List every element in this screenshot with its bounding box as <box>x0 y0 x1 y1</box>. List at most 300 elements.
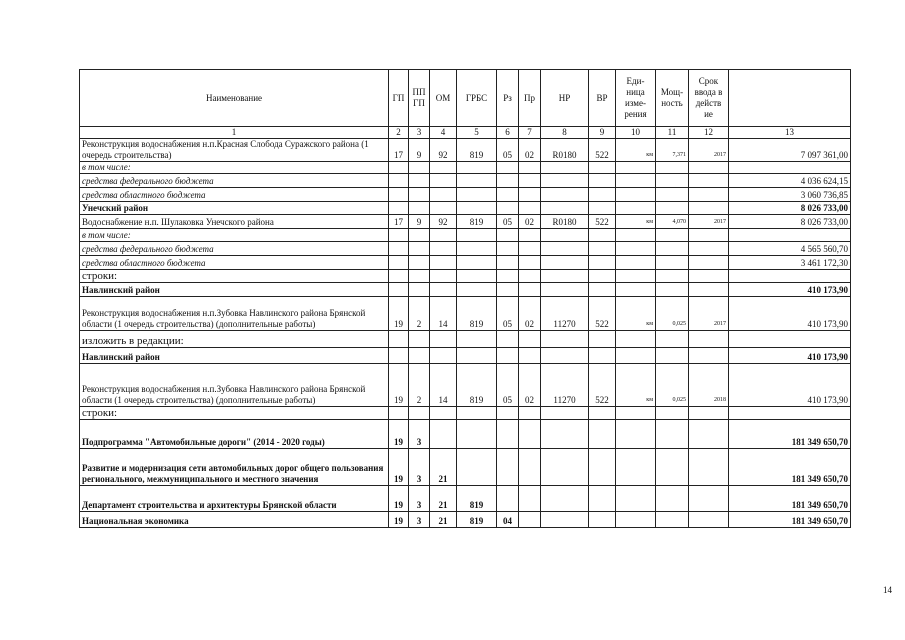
row-unit <box>616 202 656 215</box>
row-om <box>430 407 457 420</box>
table-row <box>80 215 851 229</box>
row-unit: км <box>616 215 656 229</box>
table-row <box>80 202 851 215</box>
row-nr <box>541 283 589 297</box>
row-ppgp <box>409 229 430 242</box>
row-pr <box>519 202 541 215</box>
row-gp: 17 <box>389 215 409 229</box>
row-ppgp: 2 <box>409 364 430 407</box>
row-capacity <box>656 512 689 528</box>
row-nr <box>541 331 589 348</box>
column-number-row <box>80 127 851 139</box>
row-om: 21 <box>430 512 457 528</box>
row-vr <box>589 270 616 283</box>
row-name: Навлинский район <box>80 348 389 364</box>
table-header-row <box>80 70 851 127</box>
row-vr <box>589 202 616 215</box>
row-vr <box>589 512 616 528</box>
row-grbs: 819 <box>457 512 497 528</box>
row-gp <box>389 202 409 215</box>
row-vr <box>589 283 616 297</box>
column-number: 6 <box>497 127 519 139</box>
row-name: Национальная экономика <box>80 512 389 528</box>
row-pr <box>519 270 541 283</box>
row-rz <box>497 283 519 297</box>
row-rz: 05 <box>497 139 519 162</box>
row-gp: 19 <box>389 364 409 407</box>
column-number: 5 <box>457 127 497 139</box>
row-deadline: 2018 <box>689 364 729 407</box>
row-pr <box>519 331 541 348</box>
table-row <box>80 270 851 283</box>
row-amount: 410 173,90 <box>729 283 851 297</box>
row-ppgp <box>409 270 430 283</box>
row-ppgp: 9 <box>409 139 430 162</box>
row-deadline <box>689 188 729 202</box>
header-deadline: Срок ввода в действ ие <box>689 70 729 127</box>
row-gp <box>389 174 409 188</box>
row-pr <box>519 348 541 364</box>
column-number: 11 <box>656 127 689 139</box>
row-capacity <box>656 174 689 188</box>
row-grbs: 819 <box>457 139 497 162</box>
row-ppgp <box>409 283 430 297</box>
row-pr <box>519 449 541 486</box>
row-unit <box>616 348 656 364</box>
row-grbs <box>457 407 497 420</box>
table-row <box>80 188 851 202</box>
row-rz: 05 <box>497 364 519 407</box>
row-vr <box>589 486 616 512</box>
row-rz: 04 <box>497 512 519 528</box>
row-deadline <box>689 449 729 486</box>
row-gp: 19 <box>389 449 409 486</box>
row-rz <box>497 162 519 174</box>
row-gp <box>389 283 409 297</box>
row-unit <box>616 486 656 512</box>
row-om <box>430 174 457 188</box>
row-nr <box>541 348 589 364</box>
row-amount: 181 349 650,70 <box>729 512 851 528</box>
row-vr <box>589 449 616 486</box>
row-amount: 181 349 650,70 <box>729 420 851 449</box>
row-capacity <box>656 270 689 283</box>
row-capacity <box>656 348 689 364</box>
row-name: изложить в редакции: <box>80 331 389 348</box>
row-gp: 19 <box>389 512 409 528</box>
header-om: ОМ <box>430 70 457 127</box>
header-nr: НР <box>541 70 589 127</box>
row-name: Унечский район <box>80 202 389 215</box>
row-vr <box>589 188 616 202</box>
row-amount: 8 026 733,00 <box>729 202 851 215</box>
row-rz: 05 <box>497 215 519 229</box>
row-unit <box>616 162 656 174</box>
row-deadline <box>689 242 729 256</box>
row-pr: 02 <box>519 364 541 407</box>
row-unit <box>616 420 656 449</box>
row-deadline <box>689 202 729 215</box>
row-ppgp <box>409 348 430 364</box>
row-nr <box>541 486 589 512</box>
table-row <box>80 512 851 528</box>
row-gp <box>389 348 409 364</box>
row-vr: 522 <box>589 215 616 229</box>
row-pr <box>519 188 541 202</box>
row-grbs <box>457 229 497 242</box>
header-grbs: ГРБС <box>457 70 497 127</box>
row-deadline <box>689 420 729 449</box>
table-row <box>80 139 851 162</box>
row-name: средства федерального бюджета <box>80 174 389 188</box>
row-rz <box>497 242 519 256</box>
row-amount: 181 349 650,70 <box>729 449 851 486</box>
row-nr <box>541 256 589 270</box>
row-pr <box>519 486 541 512</box>
row-ppgp <box>409 242 430 256</box>
table-row <box>80 348 851 364</box>
row-gp: 19 <box>389 486 409 512</box>
row-name: строки: <box>80 270 389 283</box>
row-rz <box>497 348 519 364</box>
row-capacity <box>656 242 689 256</box>
row-gp <box>389 242 409 256</box>
row-om: 92 <box>430 139 457 162</box>
table-row <box>80 174 851 188</box>
row-name: Реконструкция водоснабжения н.п.Зубовка Навлинского района Брянской области (1 очередь строительства) (дополнительные работы) <box>80 297 389 331</box>
row-om <box>430 283 457 297</box>
row-gp <box>389 188 409 202</box>
row-rz <box>497 202 519 215</box>
row-nr <box>541 229 589 242</box>
row-pr: 02 <box>519 215 541 229</box>
column-number: 13 <box>729 127 851 139</box>
row-unit <box>616 407 656 420</box>
row-amount <box>729 229 851 242</box>
row-nr <box>541 512 589 528</box>
row-name: Развитие и модернизация сети автомобильных дорог общего пользования регионального, межмуниципального и местного значения <box>80 449 389 486</box>
row-ppgp <box>409 174 430 188</box>
budget-table <box>79 69 851 528</box>
row-grbs: 819 <box>457 215 497 229</box>
table-row <box>80 256 851 270</box>
row-amount: 8 026 733,00 <box>729 215 851 229</box>
row-grbs <box>457 202 497 215</box>
row-vr <box>589 331 616 348</box>
row-vr <box>589 407 616 420</box>
row-name: средства областного бюджета <box>80 188 389 202</box>
row-amount: 410 173,90 <box>729 348 851 364</box>
row-gp <box>389 331 409 348</box>
row-name: в том числе: <box>80 162 389 174</box>
row-nr: 11270 <box>541 297 589 331</box>
row-ppgp <box>409 331 430 348</box>
row-gp <box>389 407 409 420</box>
column-number: 12 <box>689 127 729 139</box>
header-capacity: Мощ-ность <box>656 70 689 127</box>
row-rz <box>497 256 519 270</box>
row-deadline: 2017 <box>689 139 729 162</box>
row-deadline <box>689 348 729 364</box>
row-om <box>430 188 457 202</box>
row-rz <box>497 407 519 420</box>
row-amount: 7 097 361,00 <box>729 139 851 162</box>
row-gp: 19 <box>389 420 409 449</box>
column-number: 4 <box>430 127 457 139</box>
row-capacity <box>656 256 689 270</box>
row-vr <box>589 420 616 449</box>
row-name: в том числе: <box>80 229 389 242</box>
table-body <box>80 139 851 528</box>
row-pr <box>519 242 541 256</box>
header-pr: Пр <box>519 70 541 127</box>
row-capacity <box>656 229 689 242</box>
row-vr: 522 <box>589 139 616 162</box>
row-ppgp: 3 <box>409 512 430 528</box>
row-pr <box>519 229 541 242</box>
row-grbs <box>457 420 497 449</box>
row-gp: 19 <box>389 297 409 331</box>
row-amount: 4 565 560,70 <box>729 242 851 256</box>
row-rz: 05 <box>497 297 519 331</box>
row-deadline <box>689 162 729 174</box>
header-name: Наименование <box>80 70 389 127</box>
row-vr <box>589 162 616 174</box>
row-amount <box>729 270 851 283</box>
row-capacity <box>656 449 689 486</box>
row-rz <box>497 331 519 348</box>
row-deadline <box>689 270 729 283</box>
row-nr <box>541 242 589 256</box>
row-deadline <box>689 331 729 348</box>
row-om: 14 <box>430 364 457 407</box>
row-unit <box>616 331 656 348</box>
row-om <box>430 270 457 283</box>
row-nr <box>541 162 589 174</box>
row-grbs <box>457 449 497 486</box>
column-number: 3 <box>409 127 430 139</box>
row-amount <box>729 331 851 348</box>
row-grbs <box>457 283 497 297</box>
row-vr <box>589 348 616 364</box>
table-row <box>80 229 851 242</box>
row-name: Реконструкция водоснабжения н.п.Красная Слобода Суражского района (1 очередь строительства) <box>80 139 389 162</box>
column-number: 7 <box>519 127 541 139</box>
table-row <box>80 297 851 331</box>
row-unit <box>616 242 656 256</box>
row-grbs <box>457 348 497 364</box>
row-capacity <box>656 486 689 512</box>
row-deadline <box>689 486 729 512</box>
header-gp: ГП <box>389 70 409 127</box>
row-ppgp: 2 <box>409 297 430 331</box>
row-name: строки: <box>80 407 389 420</box>
row-grbs <box>457 256 497 270</box>
row-name: средства федерального бюджета <box>80 242 389 256</box>
row-capacity <box>656 283 689 297</box>
row-ppgp <box>409 407 430 420</box>
table-row <box>80 364 851 407</box>
row-gp: 17 <box>389 139 409 162</box>
row-deadline <box>689 407 729 420</box>
header-amount <box>729 70 851 127</box>
row-pr: 02 <box>519 139 541 162</box>
row-gp <box>389 256 409 270</box>
row-name: Водоснабжение н.п. Шулаковка Унечского района <box>80 215 389 229</box>
row-unit <box>616 283 656 297</box>
row-ppgp: 3 <box>409 449 430 486</box>
row-ppgp <box>409 162 430 174</box>
row-unit <box>616 256 656 270</box>
row-grbs <box>457 162 497 174</box>
row-nr <box>541 420 589 449</box>
row-nr <box>541 407 589 420</box>
row-nr: R0180 <box>541 139 589 162</box>
row-deadline: 2017 <box>689 297 729 331</box>
row-deadline <box>689 256 729 270</box>
row-rz <box>497 449 519 486</box>
row-om <box>430 202 457 215</box>
row-vr <box>589 229 616 242</box>
row-capacity <box>656 407 689 420</box>
row-vr <box>589 242 616 256</box>
row-gp <box>389 229 409 242</box>
table-row <box>80 331 851 348</box>
row-vr <box>589 256 616 270</box>
row-capacity <box>656 331 689 348</box>
row-pr <box>519 283 541 297</box>
header-vr: ВР <box>589 70 616 127</box>
row-om <box>430 229 457 242</box>
column-number: 2 <box>389 127 409 139</box>
row-grbs <box>457 242 497 256</box>
row-om <box>430 348 457 364</box>
column-number: 9 <box>589 127 616 139</box>
table-row <box>80 242 851 256</box>
row-pr <box>519 174 541 188</box>
row-grbs <box>457 188 497 202</box>
row-om: 21 <box>430 449 457 486</box>
row-name: Департамент строительства и архитектуры Брянской области <box>80 486 389 512</box>
row-nr <box>541 270 589 283</box>
row-amount: 3 060 736,85 <box>729 188 851 202</box>
row-unit <box>616 229 656 242</box>
row-pr <box>519 407 541 420</box>
row-om: 21 <box>430 486 457 512</box>
table-row <box>80 162 851 174</box>
table-row <box>80 283 851 297</box>
table-row <box>80 420 851 449</box>
column-number: 1 <box>80 127 389 139</box>
row-gp <box>389 270 409 283</box>
row-capacity: 0,025 <box>656 364 689 407</box>
row-rz <box>497 188 519 202</box>
page-number: 14 <box>883 585 892 595</box>
row-name: средства областного бюджета <box>80 256 389 270</box>
row-rz <box>497 420 519 449</box>
row-grbs: 819 <box>457 486 497 512</box>
row-deadline <box>689 512 729 528</box>
row-ppgp <box>409 256 430 270</box>
row-gp <box>389 162 409 174</box>
row-deadline <box>689 283 729 297</box>
row-om <box>430 256 457 270</box>
row-vr <box>589 174 616 188</box>
row-rz <box>497 229 519 242</box>
row-capacity <box>656 162 689 174</box>
row-rz <box>497 486 519 512</box>
row-ppgp <box>409 188 430 202</box>
row-ppgp: 3 <box>409 420 430 449</box>
row-deadline: 2017 <box>689 215 729 229</box>
row-grbs <box>457 270 497 283</box>
row-capacity: 0,025 <box>656 297 689 331</box>
row-grbs <box>457 174 497 188</box>
header-rz: Рз <box>497 70 519 127</box>
row-unit <box>616 270 656 283</box>
row-ppgp: 9 <box>409 215 430 229</box>
row-pr <box>519 420 541 449</box>
row-capacity <box>656 202 689 215</box>
row-unit: км <box>616 364 656 407</box>
row-deadline <box>689 229 729 242</box>
row-amount: 181 349 650,70 <box>729 486 851 512</box>
row-grbs: 819 <box>457 297 497 331</box>
row-nr: R0180 <box>541 215 589 229</box>
row-nr <box>541 449 589 486</box>
row-amount: 4 036 624,15 <box>729 174 851 188</box>
row-unit <box>616 449 656 486</box>
column-number: 8 <box>541 127 589 139</box>
row-capacity: 7,371 <box>656 139 689 162</box>
row-capacity: 4,070 <box>656 215 689 229</box>
row-capacity <box>656 188 689 202</box>
row-om: 14 <box>430 297 457 331</box>
header-unit: Еди-ница изме-рения <box>616 70 656 127</box>
row-name: Навлинский район <box>80 283 389 297</box>
row-amount: 410 173,90 <box>729 364 851 407</box>
row-om <box>430 162 457 174</box>
row-amount: 410 173,90 <box>729 297 851 331</box>
row-om: 92 <box>430 215 457 229</box>
row-unit <box>616 174 656 188</box>
row-unit <box>616 188 656 202</box>
row-capacity <box>656 420 689 449</box>
row-om <box>430 420 457 449</box>
row-pr <box>519 162 541 174</box>
row-nr <box>541 188 589 202</box>
table-row <box>80 449 851 486</box>
row-pr <box>519 256 541 270</box>
row-vr: 522 <box>589 364 616 407</box>
row-name: Подпрограмма "Автомобильные дороги" (2014 - 2020 годы) <box>80 420 389 449</box>
row-name: Реконструкция водоснабжения н.п.Зубовка Навлинского района Брянской области (1 очередь строительства) (дополнительные работы) <box>80 364 389 407</box>
row-grbs <box>457 331 497 348</box>
row-unit: км <box>616 139 656 162</box>
row-grbs: 819 <box>457 364 497 407</box>
row-amount <box>729 407 851 420</box>
row-ppgp <box>409 202 430 215</box>
header-ppgp: ПП ГП <box>409 70 430 127</box>
row-deadline <box>689 174 729 188</box>
table-row <box>80 407 851 420</box>
row-nr: 11270 <box>541 364 589 407</box>
row-nr <box>541 202 589 215</box>
row-pr <box>519 512 541 528</box>
row-unit: км <box>616 297 656 331</box>
row-vr: 522 <box>589 297 616 331</box>
table-row <box>80 486 851 512</box>
